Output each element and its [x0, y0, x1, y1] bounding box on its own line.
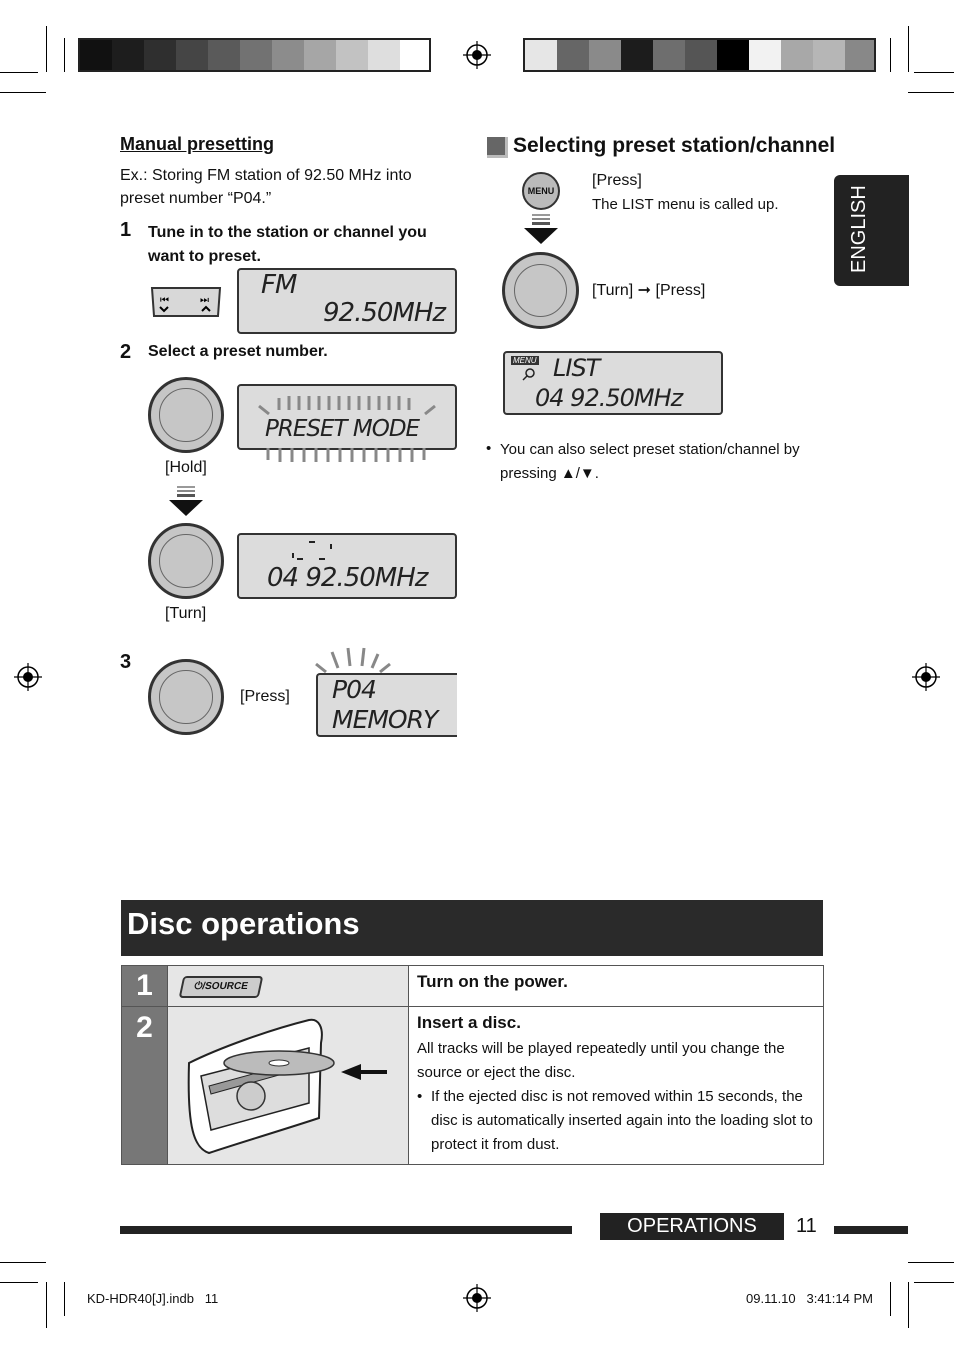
svg-text:⏭: ⏭	[200, 295, 209, 306]
table-row	[122, 966, 824, 1007]
step-number: 1	[122, 966, 168, 1007]
lcd-display	[237, 268, 457, 334]
lcd-memory: MEMORY	[332, 705, 438, 734]
manual-presetting-heading: Manual presetting	[120, 134, 275, 154]
lcd-frequency: 92.50MHz	[323, 298, 446, 328]
lcd-frequency: 04 92.50MHz	[535, 384, 683, 412]
step-number: 3	[120, 651, 132, 673]
turn-press-label: [Turn] ➞ [Press]	[592, 282, 706, 299]
mixed-calibration-bar	[523, 38, 876, 72]
step-illustration	[168, 966, 409, 1007]
press-label: [Press]	[240, 688, 290, 705]
step-text: Turn on the power.	[409, 966, 824, 1007]
turn-label: [Turn]	[165, 605, 207, 622]
bullet: •	[486, 440, 492, 457]
registration-mark-icon	[14, 663, 42, 691]
step-bullet: If the ejected disc is not removed within 15 seconds, the disc is automatically inserted again into the loading slot to protect it from dust.	[431, 1088, 813, 1153]
blinking-indicator-icon	[312, 646, 392, 676]
step-content	[409, 1007, 824, 1165]
lcd-preset-mode: PRESET MODE	[265, 416, 420, 442]
svg-text:⏮: ⏮	[160, 295, 169, 306]
registration-mark-icon	[463, 41, 491, 69]
blinking-indicator-icon	[252, 446, 442, 464]
lcd-list: LIST	[553, 354, 600, 382]
page-number: 11	[796, 1215, 817, 1237]
menu-button[interactable]: MENU	[522, 172, 560, 210]
disc-operations-banner	[121, 900, 823, 956]
file-info: KD-HDR40[J].indb 11	[87, 1291, 219, 1306]
registration-mark-icon	[463, 1284, 491, 1312]
section-heading: Disc operations	[127, 906, 360, 941]
step-number: 2	[120, 341, 132, 363]
disc-steps-table	[121, 965, 824, 1165]
registration-mark-icon	[912, 663, 940, 691]
footer-rule	[834, 1226, 908, 1234]
lcd-display	[237, 533, 457, 599]
control-dial[interactable]	[148, 377, 224, 453]
section-square-icon	[487, 137, 508, 158]
disc-insertion-illustration-icon	[169, 1008, 405, 1158]
step-title: Insert a disc.	[417, 1013, 521, 1032]
search-icon	[521, 367, 537, 381]
control-dial[interactable]	[148, 523, 224, 599]
step-number: 2	[122, 1007, 168, 1165]
hold-label: [Hold]	[165, 459, 207, 476]
lcd-display	[503, 351, 723, 415]
lcd-menu-tag: MENU	[513, 356, 537, 365]
segment-indicator-icon	[289, 539, 339, 561]
lcd-preset-number: P04	[332, 675, 376, 704]
step-text: Select a preset number.	[148, 343, 328, 360]
lcd-display	[237, 384, 457, 450]
footer-rule	[120, 1226, 572, 1234]
control-dial[interactable]	[148, 659, 224, 735]
lcd-frequency: 04 92.50MHz	[267, 563, 428, 593]
gray-calibration-bar	[78, 38, 431, 72]
print-date: 09.11.10 3:41:14 PM	[746, 1291, 873, 1306]
step-number: 1	[120, 219, 132, 241]
bullet: •	[417, 1088, 423, 1105]
table-row	[122, 1007, 824, 1165]
step-body: All tracks will be played repeatedly until you change the source or eject the disc.	[417, 1040, 785, 1081]
example-text: Ex.: Storing FM station of 92.50 MHz into preset number “P04.”	[120, 167, 412, 207]
lcd-band: FM	[261, 270, 297, 300]
footer-section-label: OPERATIONS	[600, 1213, 784, 1240]
control-dial[interactable]	[502, 252, 579, 329]
language-tab-label: ENGLISH	[848, 185, 870, 273]
step-illustration	[168, 1007, 409, 1165]
language-tab	[834, 175, 909, 286]
selecting-note: You can also select preset station/channel by pressing ▲/▼.	[500, 441, 800, 482]
step-text: Tune in to the station or channel you want to preset.	[148, 224, 427, 265]
press-label: [Press]	[592, 172, 642, 189]
down-arrow-icon	[167, 486, 205, 518]
source-button[interactable]: ⏻/SOURCE	[179, 976, 264, 998]
selecting-heading: Selecting preset station/channel	[513, 134, 836, 157]
down-arrow-icon	[522, 214, 560, 246]
seek-buttons-icon	[148, 285, 224, 319]
lcd-display	[316, 673, 457, 737]
press-description: The LIST menu is called up.	[592, 196, 779, 213]
